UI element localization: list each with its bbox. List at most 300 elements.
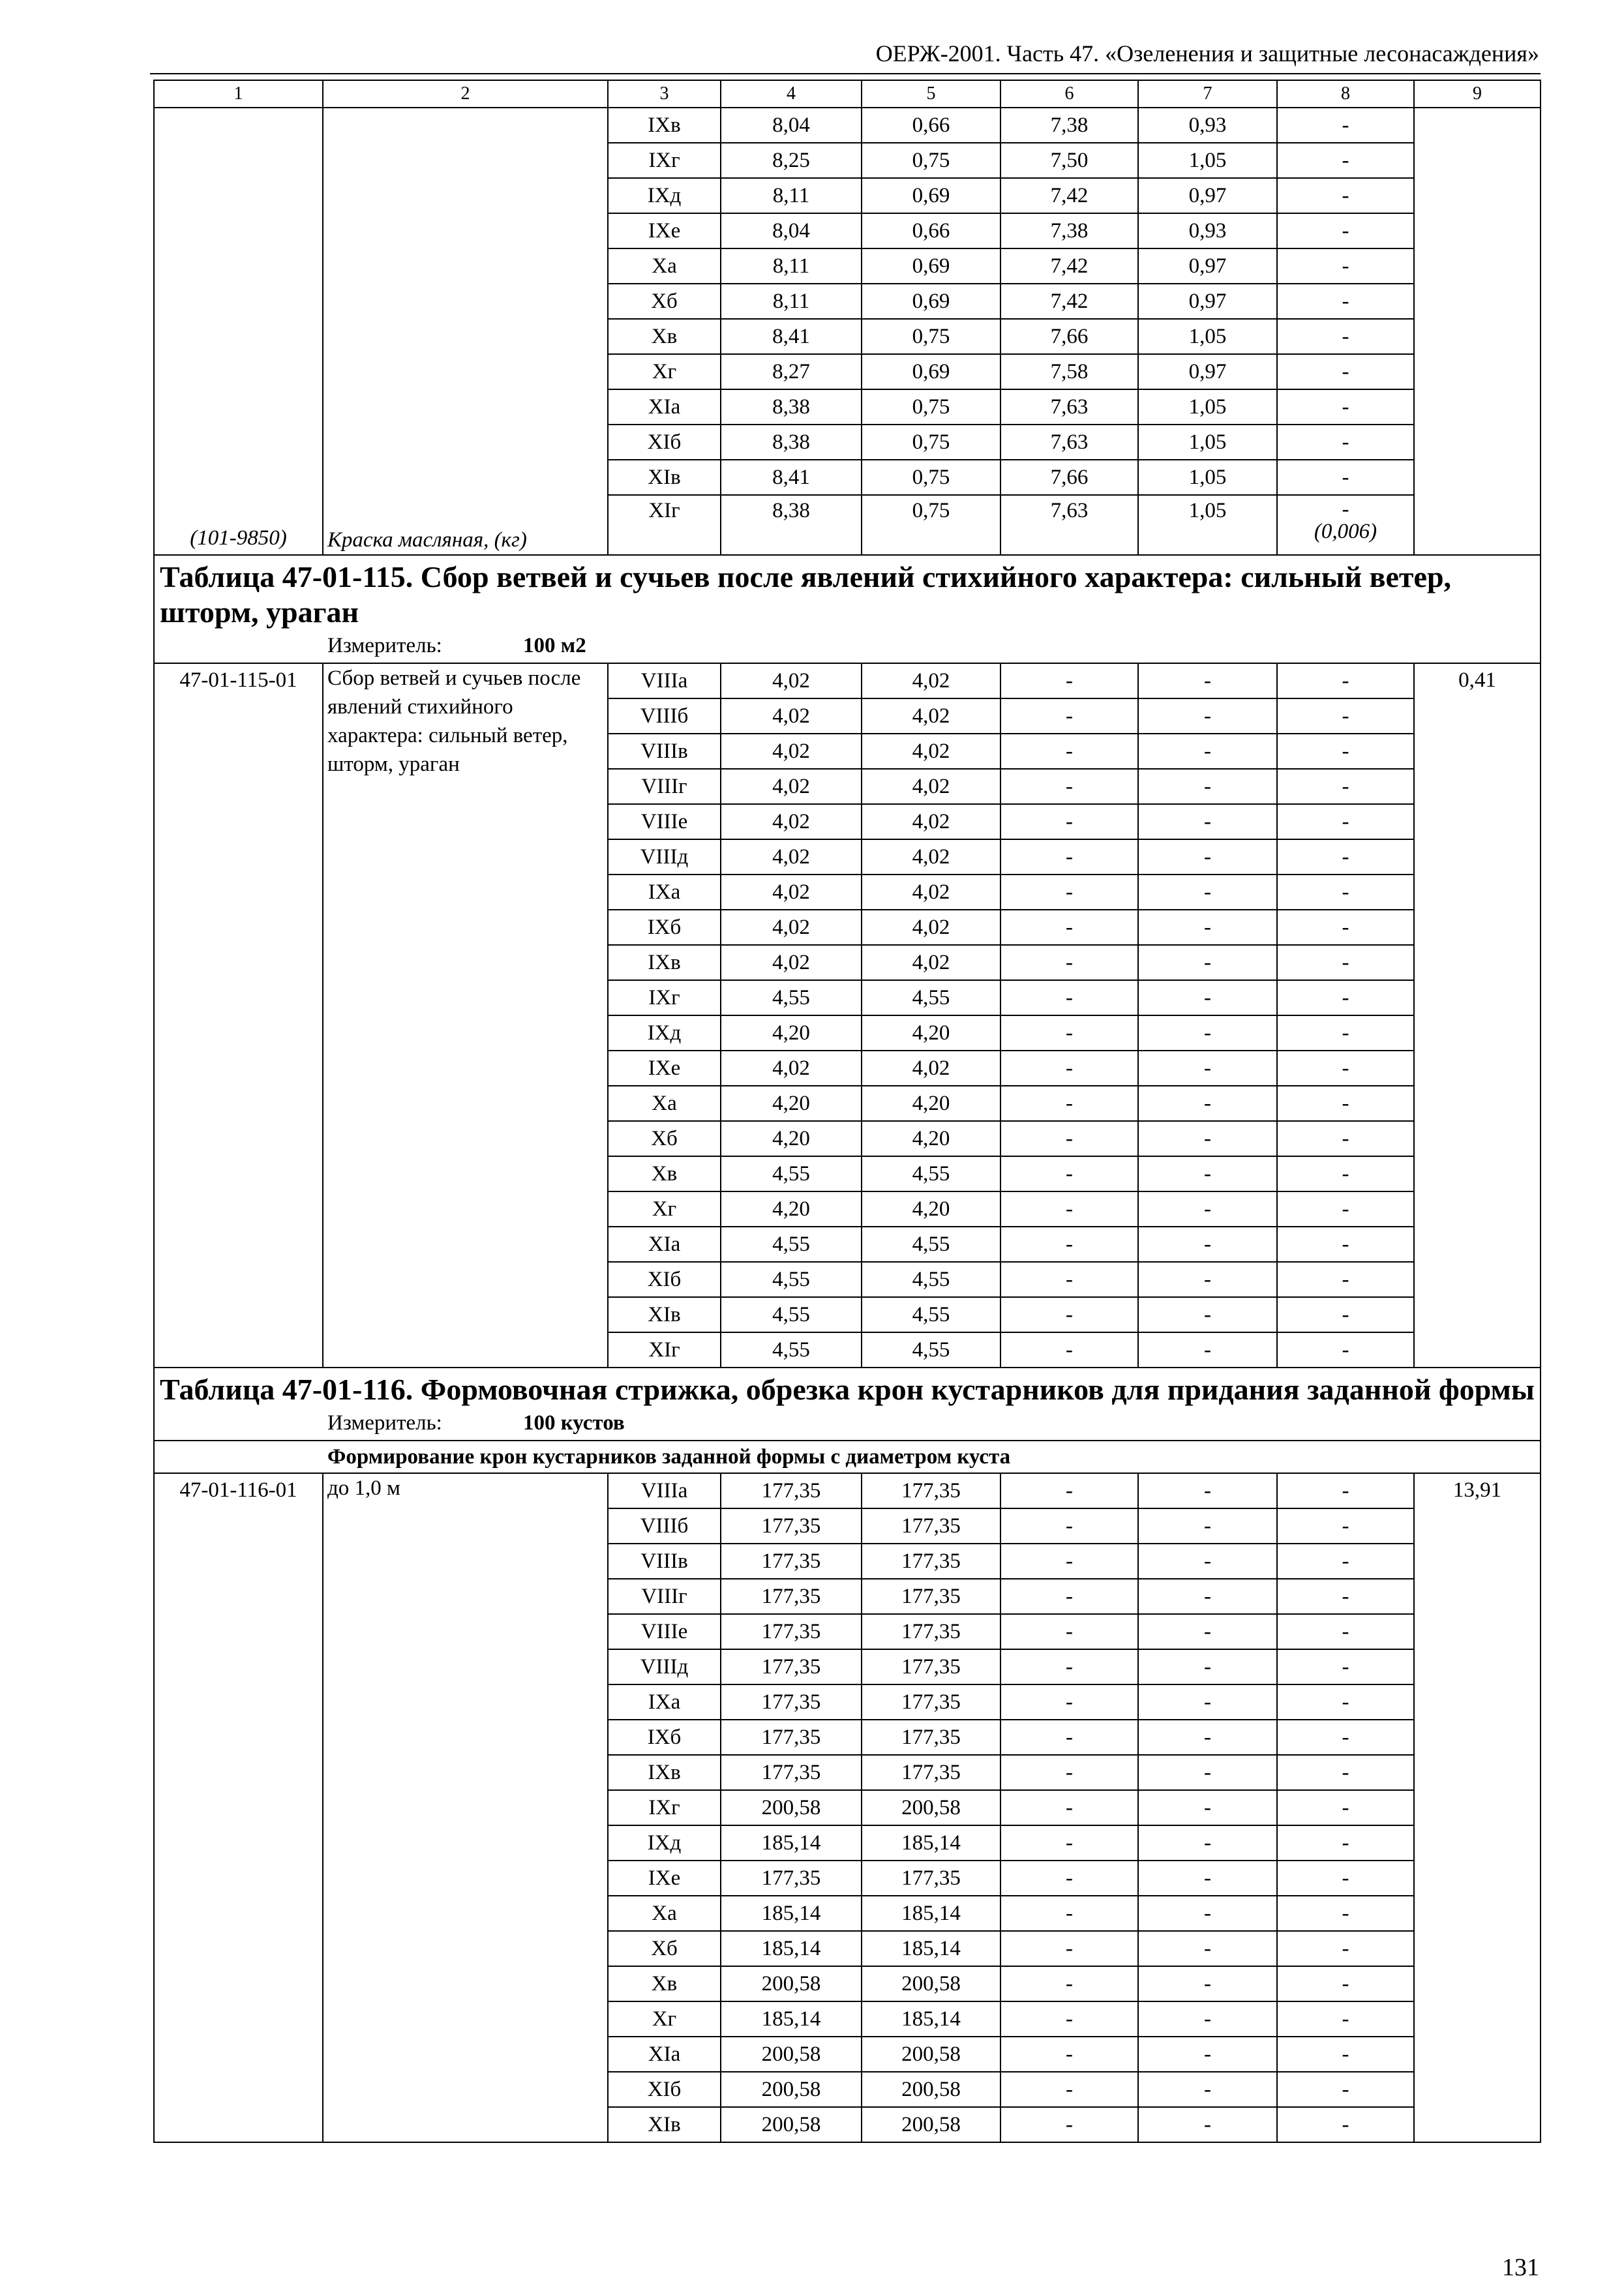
cell-labor-wages: 0,69 — [862, 284, 1000, 319]
cell-machinist-wages: 1,05 — [1138, 425, 1277, 460]
cell-labor-wages: 4,20 — [862, 1121, 1000, 1156]
cell-labor-wages: 4,02 — [862, 910, 1000, 945]
cell-materials: - — [1277, 1086, 1414, 1121]
cell-direct-costs: 8,38 — [721, 425, 862, 460]
cell-tariff-zone: VIIIе — [608, 804, 721, 839]
cell-tariff-zone: Xб — [608, 1931, 721, 1966]
cell-machinist-wages: - — [1138, 1684, 1277, 1720]
cell-labor-wages: 200,58 — [862, 1790, 1000, 1825]
cell-machine-operation: - — [1000, 1825, 1138, 1861]
cell-machine-operation: - — [1000, 875, 1138, 910]
cell-materials: - — [1277, 1896, 1414, 1931]
cell-materials: - — [1277, 663, 1414, 698]
cell-labor-wages: 200,58 — [862, 1966, 1000, 2001]
cell-machinist-wages: - — [1138, 2001, 1277, 2037]
cell-direct-costs: 8,41 — [721, 319, 862, 354]
cell-machine-operation: - — [1000, 1896, 1138, 1931]
cell-tariff-zone: IXе — [608, 1051, 721, 1086]
cell-labor-wages: 4,20 — [862, 1015, 1000, 1051]
cell-machinist-wages: - — [1138, 1156, 1277, 1191]
cell-tariff-zone: XIг — [608, 1332, 721, 1368]
cell-materials: - — [1277, 1156, 1414, 1191]
cell-machinist-wages: - — [1138, 1051, 1277, 1086]
cell-machine-operation: - — [1000, 1614, 1138, 1649]
cell-direct-costs: 177,35 — [721, 1473, 862, 1508]
cell-direct-costs: 4,55 — [721, 980, 862, 1015]
cell-machine-operation: - — [1000, 1861, 1138, 1896]
cell-tariff-zone: IXд — [608, 1015, 721, 1051]
cell-materials: - — [1277, 1649, 1414, 1684]
cell-tariff-zone: Xа — [608, 1896, 721, 1931]
cell-machine-operation: - — [1000, 769, 1138, 804]
cell-tariff-zone: XIа — [608, 2037, 721, 2072]
cell-direct-costs: 8,27 — [721, 354, 862, 389]
cell-tariff-zone: Xг — [608, 354, 721, 389]
cell-machinist-wages: - — [1138, 1614, 1277, 1649]
cell-tariff-zone: VIIIв — [608, 734, 721, 769]
cell-machinist-wages: - — [1138, 1227, 1277, 1262]
cell-materials: - — [1277, 284, 1414, 319]
cell-direct-costs: 4,20 — [721, 1015, 862, 1051]
cell-direct-costs: 200,58 — [721, 1790, 862, 1825]
column-number: 2 — [323, 80, 608, 108]
cell-direct-costs: 4,55 — [721, 1262, 862, 1297]
cell-machine-operation: 7,66 — [1000, 319, 1138, 354]
cell-materials: - — [1277, 108, 1414, 143]
cell-machinist-wages: - — [1138, 2107, 1277, 2142]
table-row — [154, 108, 1541, 143]
cell-materials: - — [1277, 734, 1414, 769]
cell-materials: - — [1277, 698, 1414, 734]
table-subheading: Формирование крон кустарников заданной формы с диаметром куста — [154, 1441, 1541, 1473]
cell-materials: - — [1277, 1720, 1414, 1755]
cell-tariff-zone: XIв — [608, 1297, 721, 1332]
cell-machine-operation: - — [1000, 910, 1138, 945]
cell-tariff-zone: VIIIб — [608, 698, 721, 734]
cell-machine-operation: - — [1000, 1191, 1138, 1227]
cell-tariff-zone: IXе — [608, 1861, 721, 1896]
cell-machinist-wages: 0,97 — [1138, 248, 1277, 284]
cell-direct-costs: 185,14 — [721, 1896, 862, 1931]
cell-direct-costs: 200,58 — [721, 2072, 862, 2107]
column-number: 8 — [1277, 80, 1414, 108]
cell-machine-operation: - — [1000, 1966, 1138, 2001]
cell-tariff-zone: IXг — [608, 1790, 721, 1825]
cell-materials: - — [1277, 1825, 1414, 1861]
cell-tariff-zone: IXе — [608, 213, 721, 248]
cell-labor-wages: 0,69 — [862, 248, 1000, 284]
rate-code: 47-01-115-01 — [154, 663, 323, 1368]
cell-labor-wages: 185,14 — [862, 1931, 1000, 1966]
cell-materials: - — [1277, 1861, 1414, 1896]
cell-tariff-zone: VIIIг — [608, 1579, 721, 1614]
cell-direct-costs: 4,02 — [721, 910, 862, 945]
cell-machine-operation: - — [1000, 698, 1138, 734]
column-number: 3 — [608, 80, 721, 108]
cell-materials: - — [1277, 1332, 1414, 1368]
cell-tariff-zone: VIIIв — [608, 1544, 721, 1579]
cell-machinist-wages: 1,05 — [1138, 495, 1277, 555]
cell-labor-wages: 177,35 — [862, 1861, 1000, 1896]
cell-direct-costs: 4,20 — [721, 1086, 862, 1121]
cell-tariff-zone: XIг — [608, 495, 721, 555]
cell-machinist-wages: - — [1138, 1825, 1277, 1861]
cell-machinist-wages: 0,97 — [1138, 178, 1277, 213]
cell-machinist-wages: - — [1138, 804, 1277, 839]
cell-tariff-zone: IXв — [608, 1755, 721, 1790]
column-number: 5 — [862, 80, 1000, 108]
cell-direct-costs: 200,58 — [721, 2107, 862, 2142]
cell-machinist-wages: - — [1138, 945, 1277, 980]
cell-labor-wages: 177,35 — [862, 1755, 1000, 1790]
cell-machine-operation: - — [1000, 1297, 1138, 1332]
rate-price: 13,91 — [1414, 1473, 1541, 2142]
cell-machinist-wages: - — [1138, 2037, 1277, 2072]
cell-labor-wages: 177,35 — [862, 1579, 1000, 1614]
cell-machinist-wages: - — [1138, 875, 1277, 910]
column-number: 7 — [1138, 80, 1277, 108]
cell-direct-costs: 200,58 — [721, 1966, 862, 2001]
cell-machinist-wages: - — [1138, 1649, 1277, 1684]
cell-machine-operation: - — [1000, 1684, 1138, 1720]
cell-machinist-wages: - — [1138, 1332, 1277, 1368]
page-header: ОЕРЖ-2001. Часть 47. «Озеленения и защитные лесонасаждения» — [875, 40, 1539, 67]
cell-materials: - — [1277, 2107, 1414, 2142]
cell-labor-wages: 4,55 — [862, 1332, 1000, 1368]
cell-machinist-wages: - — [1138, 1720, 1277, 1755]
cell-labor-wages: 185,14 — [862, 1896, 1000, 1931]
cell-machinist-wages: - — [1138, 1896, 1277, 1931]
cell-labor-wages: 0,66 — [862, 108, 1000, 143]
cell-materials-value: - — [1342, 498, 1349, 521]
cell-machine-operation: - — [1000, 663, 1138, 698]
cell-materials: - — [1277, 319, 1414, 354]
cell-tariff-zone: Xв — [608, 1966, 721, 2001]
cell-direct-costs: 177,35 — [721, 1579, 862, 1614]
cell-labor-wages: 177,35 — [862, 1473, 1000, 1508]
cell-labor-wages: 4,02 — [862, 1051, 1000, 1086]
rate-code: 47-01-116-01 — [154, 1473, 323, 2142]
cell-direct-costs: 185,14 — [721, 1825, 862, 1861]
cell-machinist-wages: - — [1138, 1579, 1277, 1614]
cell-machinist-wages: 1,05 — [1138, 460, 1277, 495]
cell-materials: - — [1277, 389, 1414, 425]
cell-labor-wages: 4,02 — [862, 663, 1000, 698]
cell-tariff-zone: IXа — [608, 1684, 721, 1720]
cell-machine-operation: - — [1000, 1086, 1138, 1121]
cell-labor-wages: 0,69 — [862, 178, 1000, 213]
cell-labor-wages: 177,35 — [862, 1720, 1000, 1755]
cell-machine-operation: - — [1000, 2072, 1138, 2107]
cell-tariff-zone: VIIIа — [608, 1473, 721, 1508]
cell-direct-costs: 4,02 — [721, 839, 862, 875]
cell-tariff-zone: IXд — [608, 178, 721, 213]
cell-machine-operation: 7,63 — [1000, 425, 1138, 460]
cell-tariff-zone: Xа — [608, 248, 721, 284]
column-number: 9 — [1414, 80, 1541, 108]
cell-materials: - — [1277, 839, 1414, 875]
cell-direct-costs: 8,38 — [721, 495, 862, 555]
cell-machine-operation: 7,42 — [1000, 178, 1138, 213]
cell-machine-operation: 7,42 — [1000, 284, 1138, 319]
cell-labor-wages: 177,35 — [862, 1544, 1000, 1579]
cell-direct-costs: 4,20 — [721, 1191, 862, 1227]
cell-direct-costs: 4,02 — [721, 698, 862, 734]
cell-direct-costs: 185,14 — [721, 2001, 862, 2037]
cell-materials: - — [1277, 1544, 1414, 1579]
cell-machine-operation: 7,42 — [1000, 248, 1138, 284]
cell-labor-wages: 4,02 — [862, 769, 1000, 804]
cell-direct-costs: 177,35 — [721, 1508, 862, 1544]
cell-direct-costs: 4,02 — [721, 945, 862, 980]
cell-machine-operation: - — [1000, 945, 1138, 980]
cell-machinist-wages: - — [1138, 980, 1277, 1015]
cell-tariff-zone: VIIIе — [608, 1614, 721, 1649]
cell-tariff-zone: VIIIг — [608, 769, 721, 804]
cell-labor-wages: 177,35 — [862, 1684, 1000, 1720]
cell-materials: - — [1277, 213, 1414, 248]
cell-labor-wages: 4,02 — [862, 839, 1000, 875]
cell-tariff-zone: VIIIд — [608, 1649, 721, 1684]
cell-tariff-zone: XIа — [608, 1227, 721, 1262]
cell-machinist-wages: - — [1138, 734, 1277, 769]
cell-machinist-wages: 0,97 — [1138, 284, 1277, 319]
cell-labor-wages: 200,58 — [862, 2072, 1000, 2107]
cell-direct-costs: 177,35 — [721, 1544, 862, 1579]
cell-tariff-zone: VIIIд — [608, 839, 721, 875]
cell-machine-operation: - — [1000, 2107, 1138, 2142]
cell-materials: - — [1277, 1508, 1414, 1544]
rate-price: 0,41 — [1414, 663, 1541, 1368]
cell-direct-costs: 4,55 — [721, 1297, 862, 1332]
measure-unit-value: 100 кустов — [523, 1411, 625, 1435]
column-number: 6 — [1000, 80, 1138, 108]
cell-direct-costs: 4,02 — [721, 875, 862, 910]
cell-direct-costs: 8,04 — [721, 108, 862, 143]
rates-table-body — [154, 80, 1541, 2142]
cell-machine-operation: - — [1000, 1473, 1138, 1508]
cell-machinist-wages: - — [1138, 1755, 1277, 1790]
table-title-row — [154, 555, 1541, 663]
measure-unit-value: 100 м2 — [523, 634, 586, 657]
cell-materials: - — [1277, 980, 1414, 1015]
cell-materials: - — [1277, 804, 1414, 839]
cell-materials: - — [1277, 1262, 1414, 1297]
cell-machinist-wages: - — [1138, 769, 1277, 804]
cell-tariff-zone: IXв — [608, 108, 721, 143]
cell-machine-operation: - — [1000, 1755, 1138, 1790]
cell-tariff-zone: XIв — [608, 2107, 721, 2142]
cell-tariff-zone: Xг — [608, 1191, 721, 1227]
cell-materials: - — [1277, 1755, 1414, 1790]
rate-description: до 1,0 м — [323, 1473, 608, 2142]
cell-labor-wages: 0,75 — [862, 460, 1000, 495]
cell-direct-costs: 4,02 — [721, 804, 862, 839]
cell-machinist-wages: - — [1138, 2072, 1277, 2107]
cell-machinist-wages: - — [1138, 1262, 1277, 1297]
cell-machine-operation: - — [1000, 1790, 1138, 1825]
cell-machinist-wages: 1,05 — [1138, 389, 1277, 425]
cell-machinist-wages: - — [1138, 1790, 1277, 1825]
cell-machine-operation: 7,58 — [1000, 354, 1138, 389]
cell-tariff-zone: Xг — [608, 2001, 721, 2037]
material-quantity: (0,006) — [1314, 520, 1377, 543]
cell-labor-wages: 0,75 — [862, 495, 1000, 555]
measure-unit — [160, 631, 1535, 660]
cell-machine-operation: - — [1000, 1262, 1138, 1297]
cell-materials: - — [1277, 1015, 1414, 1051]
cell-machinist-wages: - — [1138, 1191, 1277, 1227]
cell-labor-wages: 177,35 — [862, 1614, 1000, 1649]
cell-tariff-zone: IXа — [608, 875, 721, 910]
cell-materials: - — [1277, 143, 1414, 178]
table-row — [154, 1473, 1541, 1508]
cell-tariff-zone: Xб — [608, 1121, 721, 1156]
cell-tariff-zone: XIб — [608, 2072, 721, 2107]
rate-description: Сбор ветвей и сучьев после явлений стихийного характера: сильный ветер, шторм, ураган — [323, 663, 608, 1368]
cell-direct-costs: 8,11 — [721, 248, 862, 284]
cell-machinist-wages: - — [1138, 663, 1277, 698]
cell-machinist-wages: - — [1138, 1473, 1277, 1508]
cell-materials: - — [1277, 460, 1414, 495]
cell-materials: - — [1277, 945, 1414, 980]
cell-direct-costs: 8,11 — [721, 284, 862, 319]
cell-machinist-wages: 1,05 — [1138, 143, 1277, 178]
cell-machinist-wages: - — [1138, 1508, 1277, 1544]
cell-machine-operation: 7,50 — [1000, 143, 1138, 178]
cell-machine-operation: 7,38 — [1000, 108, 1138, 143]
cell-machinist-wages: - — [1138, 1121, 1277, 1156]
measure-unit-label: Измеритель: — [327, 1411, 442, 1435]
cell-direct-costs: 200,58 — [721, 2037, 862, 2072]
cell-machine-operation: - — [1000, 1508, 1138, 1544]
cell-direct-costs: 4,55 — [721, 1227, 862, 1262]
cell-materials: - — [1277, 425, 1414, 460]
cell-tariff-zone: IXб — [608, 910, 721, 945]
cell-materials: - — [1277, 769, 1414, 804]
cell-direct-costs: 177,35 — [721, 1720, 862, 1755]
cell-direct-costs: 8,41 — [721, 460, 862, 495]
cell-machine-operation: - — [1000, 1332, 1138, 1368]
cell-machinist-wages: - — [1138, 1015, 1277, 1051]
cell-tariff-zone: Xв — [608, 319, 721, 354]
table-title-cell — [154, 555, 1541, 663]
cell-labor-wages: 4,02 — [862, 698, 1000, 734]
cell-labor-wages: 4,55 — [862, 1262, 1000, 1297]
cell-tariff-zone: IXб — [608, 1720, 721, 1755]
cell-tariff-zone: XIа — [608, 389, 721, 425]
cell-machine-operation: - — [1000, 1649, 1138, 1684]
cell-machinist-wages: - — [1138, 910, 1277, 945]
cell-materials: - — [1277, 1931, 1414, 1966]
cell-machine-operation: - — [1000, 1579, 1138, 1614]
cell-direct-costs: 185,14 — [721, 1931, 862, 1966]
cell-labor-wages: 4,55 — [862, 1227, 1000, 1262]
cell-direct-costs: 177,35 — [721, 1755, 862, 1790]
cell-machine-operation: - — [1000, 804, 1138, 839]
cell-labor-wages: 177,35 — [862, 1649, 1000, 1684]
cell-labor-wages: 0,75 — [862, 319, 1000, 354]
cell-materials: - — [1277, 1684, 1414, 1720]
cell-machinist-wages: - — [1138, 698, 1277, 734]
cell-direct-costs: 177,35 — [721, 1684, 862, 1720]
cell-tariff-zone: XIб — [608, 425, 721, 460]
cell-machine-operation: - — [1000, 734, 1138, 769]
cell-materials: - — [1277, 1191, 1414, 1227]
cell-labor-wages: 4,20 — [862, 1086, 1000, 1121]
table-title-row — [154, 1368, 1541, 1441]
cell-materials: - — [1277, 1297, 1414, 1332]
measure-unit-label: Измеритель: — [327, 634, 442, 657]
cell-direct-costs: 8,04 — [721, 213, 862, 248]
table-row — [154, 663, 1541, 698]
cell-machinist-wages: - — [1138, 1861, 1277, 1896]
cell-machinist-wages: - — [1138, 1931, 1277, 1966]
cell-materials: - — [1277, 1966, 1414, 2001]
cell-tariff-zone: XIб — [608, 1262, 721, 1297]
cell-tariff-zone: IXд — [608, 1825, 721, 1861]
cell-machine-operation: - — [1000, 1121, 1138, 1156]
cell-machinist-wages: 0,93 — [1138, 213, 1277, 248]
cell-machine-operation: 7,63 — [1000, 389, 1138, 425]
cell-tariff-zone: Xб — [608, 284, 721, 319]
subheading-row — [154, 1441, 1541, 1473]
cell-labor-wages: 200,58 — [862, 2107, 1000, 2142]
cell-labor-wages: 4,55 — [862, 1156, 1000, 1191]
cell-materials: - — [1277, 875, 1414, 910]
cell-direct-costs: 4,55 — [721, 1156, 862, 1191]
cell-machinist-wages: 0,93 — [1138, 108, 1277, 143]
cell-tariff-zone: IXг — [608, 980, 721, 1015]
cell-labor-wages: 177,35 — [862, 1508, 1000, 1544]
cell-direct-costs: 4,02 — [721, 769, 862, 804]
column-number-row — [154, 80, 1541, 108]
cell-direct-costs: 8,38 — [721, 389, 862, 425]
cell-materials: - — [1277, 178, 1414, 213]
cell-machine-operation: - — [1000, 2037, 1138, 2072]
table-title-cell — [154, 1368, 1541, 1441]
cell-labor-wages: 185,14 — [862, 2001, 1000, 2037]
cell-labor-wages: 185,14 — [862, 1825, 1000, 1861]
cell-direct-costs: 4,02 — [721, 734, 862, 769]
cell-machine-operation: - — [1000, 1544, 1138, 1579]
cell-labor-wages: 0,75 — [862, 389, 1000, 425]
cell-machine-operation: - — [1000, 839, 1138, 875]
column-number: 4 — [721, 80, 862, 108]
cell-tariff-zone: IXг — [608, 143, 721, 178]
price-cell — [1414, 108, 1541, 555]
cell-direct-costs: 4,55 — [721, 1332, 862, 1368]
cell-labor-wages: 0,66 — [862, 213, 1000, 248]
cell-materials: - — [1277, 1121, 1414, 1156]
cell-direct-costs: 4,20 — [721, 1121, 862, 1156]
cell-machine-operation: 7,38 — [1000, 213, 1138, 248]
cell-machine-operation: - — [1000, 1015, 1138, 1051]
column-number: 1 — [154, 80, 323, 108]
cell-machine-operation: - — [1000, 1156, 1138, 1191]
cell-direct-costs: 177,35 — [721, 1649, 862, 1684]
cell-labor-wages: 4,55 — [862, 1297, 1000, 1332]
cell-materials: - — [1277, 2037, 1414, 2072]
cell-direct-costs: 177,35 — [721, 1861, 862, 1896]
rates-table — [153, 80, 1541, 2143]
cell-machinist-wages: - — [1138, 839, 1277, 875]
cell-direct-costs: 8,11 — [721, 178, 862, 213]
cell-materials: - — [1277, 2001, 1414, 2037]
cell-materials: - — [1277, 1790, 1414, 1825]
cell-machine-operation: - — [1000, 1051, 1138, 1086]
cell-materials: - — [1277, 354, 1414, 389]
